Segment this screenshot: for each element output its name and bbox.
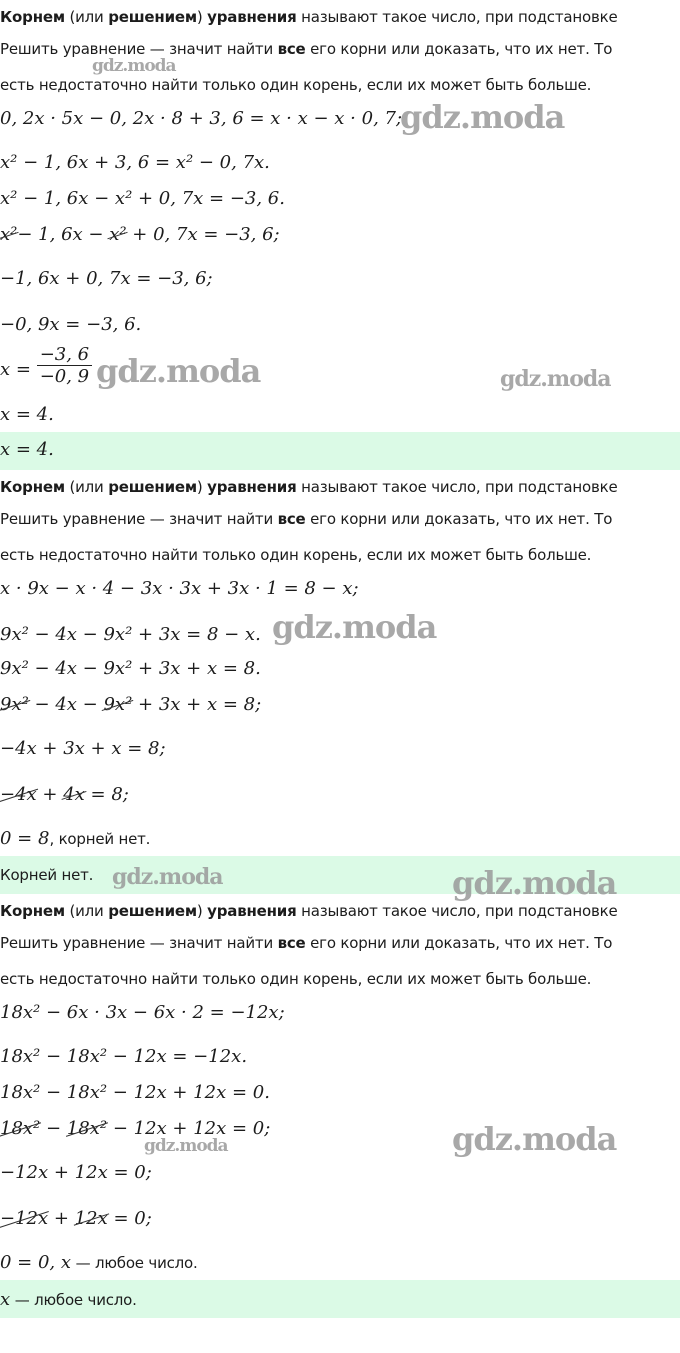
cancelled-term: 9x² — [103, 694, 133, 715]
cancelled-term: 4x — [63, 784, 85, 805]
answer-box — [0, 432, 680, 470]
cancelled-term: 9x² — [0, 694, 29, 715]
fraction-numerator: −3, 6 — [37, 344, 92, 366]
step: x · 9x − x · 4 − 3x · 3x + 3x · 1 = 8 − x; — [0, 578, 359, 599]
step: x² − 1, 6x − x² + 0, 7x = −3, 6. — [0, 188, 285, 209]
watermark: gdz.moda — [96, 352, 261, 390]
cancelled-term: −12x — [0, 1208, 49, 1229]
answer-box — [0, 1280, 680, 1318]
watermark: gdz.moda — [112, 864, 223, 890]
cancelled-term: x² — [109, 224, 127, 245]
definition-line: Корнем (или решением) уравнения называют такое число, при подстановке — [0, 8, 618, 26]
solve-definition-line: Решить уравнение — значит найти все его корни или доказать, что их нет. То — [0, 510, 613, 528]
watermark: gdz.moda — [400, 98, 565, 136]
watermark: gdz.moda — [500, 366, 611, 392]
answer-text: Корней нет. — [0, 866, 94, 884]
solve-definition-line: Решить уравнение — значит найти все его корни или доказать, что их нет. То — [0, 40, 613, 58]
watermark: gdz.moda — [144, 1136, 228, 1156]
cancelled-term: x² — [0, 224, 18, 245]
cancelled-term: −4x — [0, 784, 37, 805]
fraction-step: x = $\frac{-3, 6}{-0, 9}$ — [0, 350, 92, 393]
conclusion-line: 0 = 0, x — любое число. — [0, 1252, 198, 1273]
cancelled-term: 12x — [74, 1208, 108, 1229]
step: x² − 1, 6x + 3, 6 = x² − 0, 7x. — [0, 152, 270, 173]
step: −12x + 12x = 0; — [0, 1162, 152, 1183]
step-with-cancellation: −12x + 12x = 0; — [0, 1208, 152, 1229]
fraction-denominator: −0, 9 — [39, 366, 90, 387]
step: 0, 2x · 5x − 0, 2x · 8 + 3, 6 = x · x − x · 0, 7; — [0, 108, 403, 129]
step: 18x² − 18x² − 12x = −12x. — [0, 1046, 248, 1067]
step-with-cancellation: x²− 1, 6x − x² + 0, 7x = −3, 6; — [0, 224, 280, 245]
solve-note-line: есть недостаточно найти только один корень, если их может быть больше. — [0, 546, 592, 564]
step: −0, 9x = −3, 6. — [0, 314, 142, 335]
step: −1, 6x + 0, 7x = −3, 6; — [0, 268, 213, 289]
step-with-cancellation: −4x + 4x = 8; — [0, 784, 129, 805]
cancelled-term: 18x² — [0, 1118, 41, 1139]
watermark: gdz.moda — [272, 608, 437, 646]
conclusion-line: 0 = 8, корней нет. — [0, 828, 151, 849]
watermark: gdz.moda — [452, 1120, 617, 1158]
answer-text: x = 4. — [0, 439, 54, 460]
step: 9x² − 4x − 9x² + 3x = 8 − x. — [0, 624, 261, 645]
solve-note-line: есть недостаточно найти только один корень, если их может быть больше. — [0, 76, 592, 94]
definition-line: Корнем (или решением) уравнения называют такое число, при подстановке — [0, 902, 618, 920]
step: 9x² − 4x − 9x² + 3x + x = 8. — [0, 658, 261, 679]
cancelled-term: 18x² — [66, 1118, 108, 1139]
step-with-cancellation: 9x² − 4x − 9x² + 3x + x = 8; — [0, 694, 262, 715]
step: x = 4. — [0, 404, 54, 425]
step: 18x² − 6x · 3x − 6x · 2 = −12x; — [0, 1002, 285, 1023]
step: −4x + 3x + x = 8; — [0, 738, 166, 759]
solve-note-line: есть недостаточно найти только один корень, если их может быть больше. — [0, 970, 592, 988]
answer-text: x — любое число. — [0, 1289, 137, 1310]
watermark: gdz.moda — [92, 56, 176, 76]
step-with-cancellation: 18x² − 18x² − 12x + 12x = 0; — [0, 1118, 271, 1139]
definition-line: Корнем (или решением) уравнения называют такое число, при подстановке — [0, 478, 618, 496]
watermark: gdz.moda — [452, 864, 617, 902]
solve-definition-line: Решить уравнение — значит найти все его корни или доказать, что их нет. То — [0, 934, 613, 952]
step: 18x² − 18x² − 12x + 12x = 0. — [0, 1082, 270, 1103]
